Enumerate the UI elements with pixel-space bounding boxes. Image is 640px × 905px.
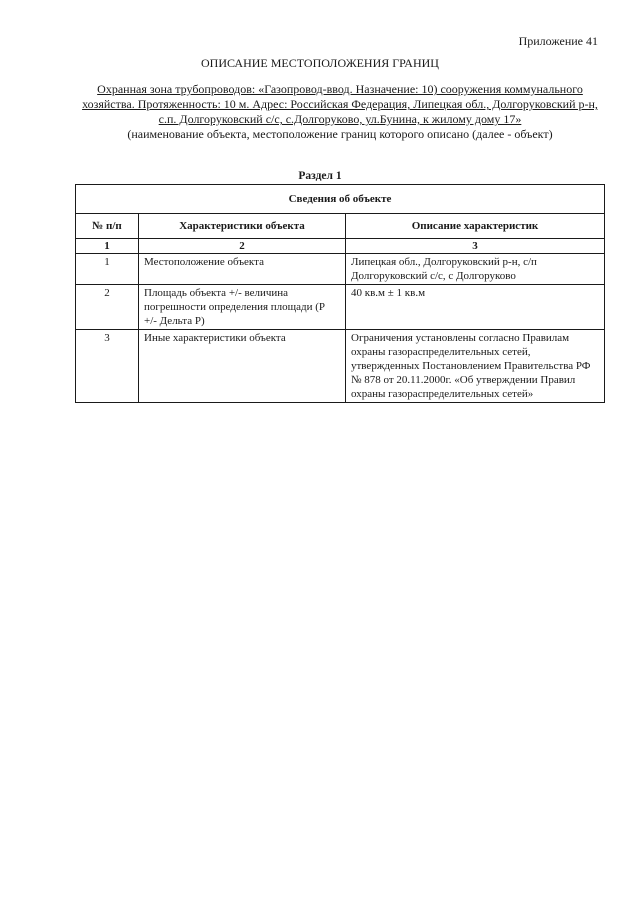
section-title: Раздел 1 [298,170,342,182]
row-characteristic: Иные характеристики объекта [139,330,346,403]
document-title: ОПИСАНИЕ МЕСТОПОЛОЖЕНИЯ ГРАНИЦ [201,56,439,70]
table-row [76,285,605,330]
row-characteristic: Площадь объекта +/- величина погрешности определения площади (Р +/- Дельта Р) [139,285,346,330]
row-description: 40 кв.м ± 1 кв.м [346,285,605,330]
table-caption: Сведения об объекте [76,185,605,214]
table-row [76,254,605,285]
row-characteristic: Местоположение объекта [139,254,346,285]
column-number-3: 3 [346,239,605,254]
column-number-1: 1 [76,239,139,254]
header-characteristic: Характеристики объекта [139,214,346,239]
row-number: 2 [76,285,139,330]
column-number-2: 2 [139,239,346,254]
object-description-block [75,82,605,142]
row-description: Ограничения установлены согласно Правилам охраны газораспределительных сетей, утвержденных Постановлением Правительства РФ № 878 от 20.11.2000г. «Об утверждении Правил охраны газораспределительных сетей» [346,330,605,403]
object-info-table [75,184,605,403]
object-caption: (наименование объекта, местоположение границ которого описано (далее - объект) [127,127,553,141]
object-name: Охранная зона трубопроводов: «Газопровод-ввод. Назначение: 10) сооружения коммунального хозяйства. Протяженность: 10 м. Адрес: Российская Федерация, Липецкая обл., Долгоруковский р-н, с.п. Долгоруковский с/с, с.Долгоруково, ул.Бунина, к жилому дому 17» [82,82,598,126]
row-description: Липецкая обл., Долгоруковский р-н, с/п Долгоруковский с/с, с Долгоруково [346,254,605,285]
table-row [76,330,605,403]
table-caption-row [76,185,605,214]
row-number: 3 [76,330,139,403]
row-number: 1 [76,254,139,285]
column-number-row [76,239,605,254]
header-number: № п/п [76,214,139,239]
header-description: Описание характеристик [346,214,605,239]
appendix-label: Приложение 41 [518,34,598,48]
table-header-row [76,214,605,239]
